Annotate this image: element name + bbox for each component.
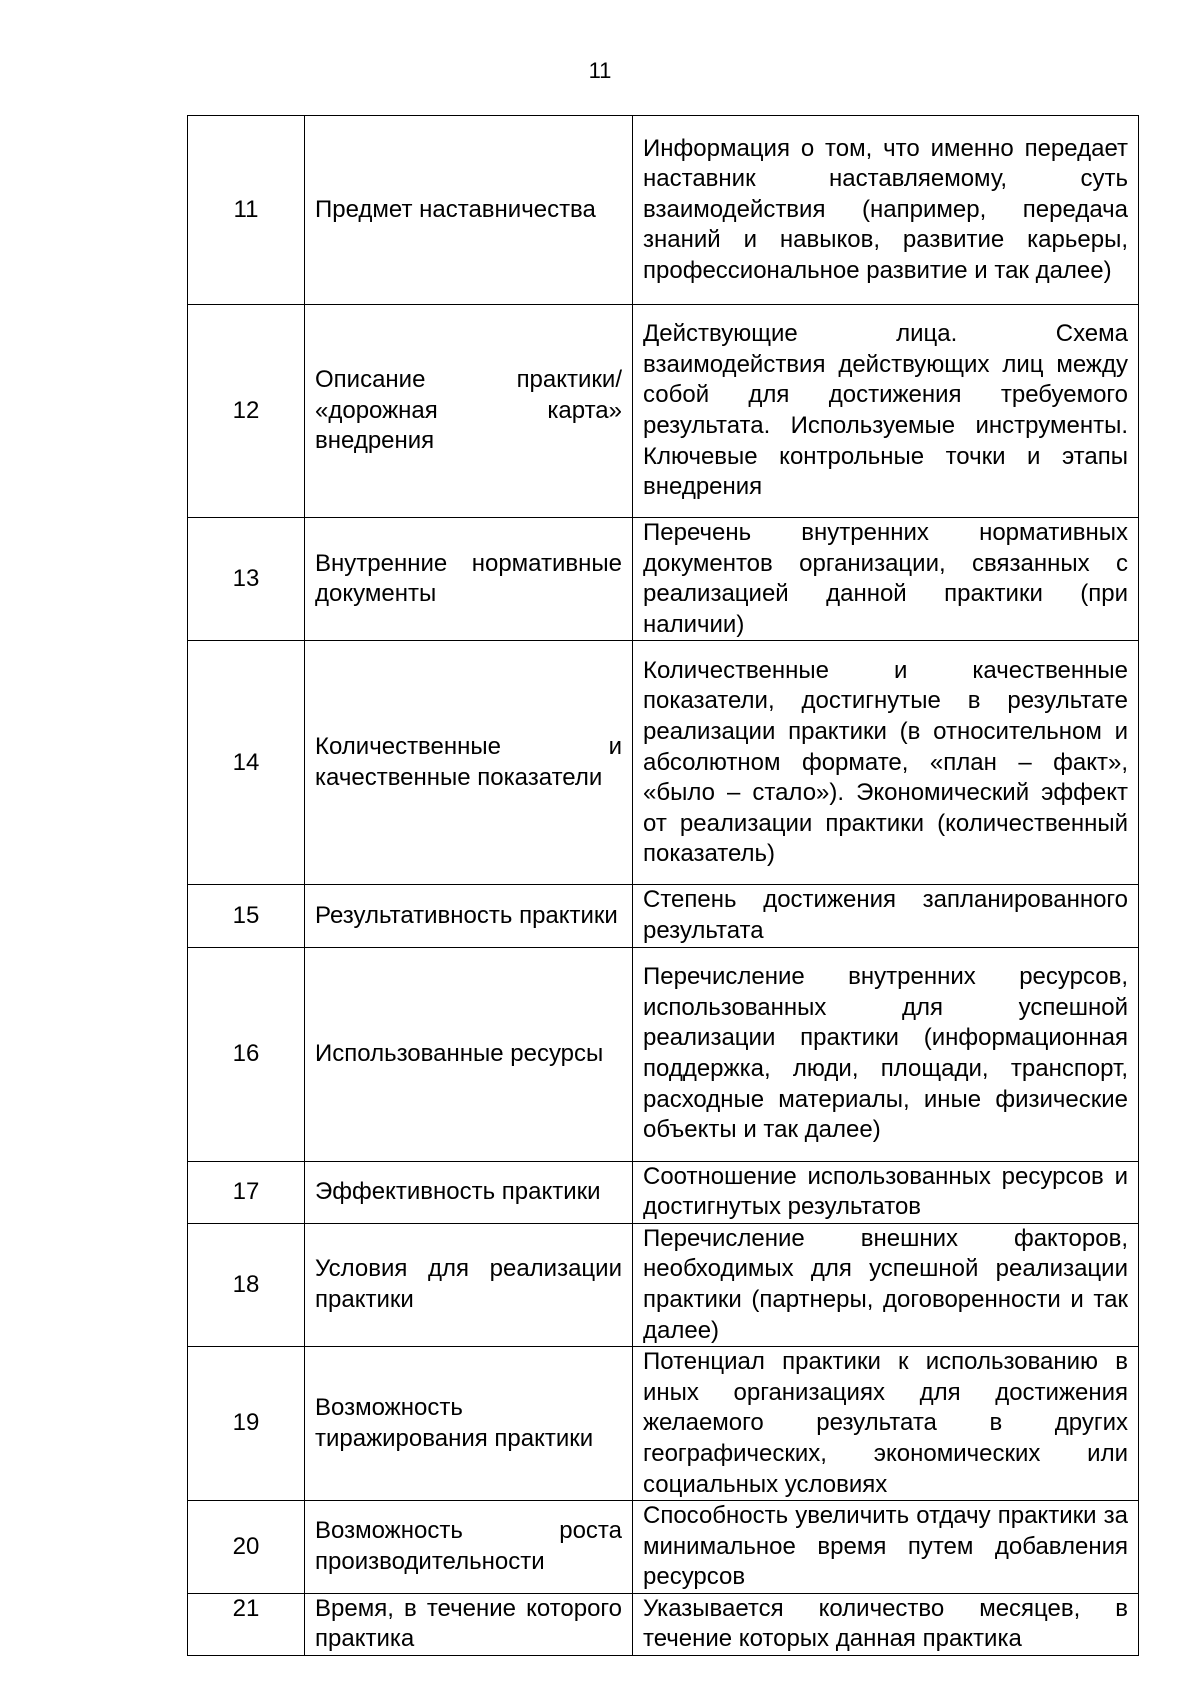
criterion-name: Эффективность практики [305, 1161, 633, 1223]
criterion-description: Информация о том, что именно передает наставник наставляемому, суть взаимодействия (например, передача знаний и навыков, развитие карьеры, профессиональное развитие и так далее) [633, 116, 1139, 305]
row-number: 15 [188, 885, 305, 947]
row-number: 13 [188, 518, 305, 641]
row-number: 16 [188, 947, 305, 1161]
criterion-description: Количественные и качественные показатели, достигнутые в результате реализации практики (в относительном и абсолютном формате, «план – факт», «было – стало»). Экономический эффект от реализации практики (количественный показатель) [633, 641, 1139, 885]
row-number: 17 [188, 1161, 305, 1223]
criterion-name: Использованные ресурсы [305, 947, 633, 1161]
criterion-description: Способность увеличить отдачу практики за минимальное время путем добавления ресурсов [633, 1501, 1139, 1594]
criterion-name: Возможность тиражирования практики [305, 1347, 633, 1501]
criterion-name: Результативность практики [305, 885, 633, 947]
criterion-name: Возможность роста производительности [305, 1501, 633, 1594]
row-number: 21 [188, 1593, 305, 1655]
table-row [188, 518, 1139, 641]
row-number: 19 [188, 1347, 305, 1501]
criterion-name: Количественные и качественные показатели [305, 641, 633, 885]
row-number: 12 [188, 305, 305, 518]
table-row [188, 885, 1139, 947]
table-row [188, 1501, 1139, 1594]
criterion-name: Внутренние нормативные документы [305, 518, 633, 641]
row-number: 11 [188, 116, 305, 305]
row-number: 14 [188, 641, 305, 885]
criterion-description: Потенциал практики к использованию в иных организациях для достижения желаемого результата в других географических, экономических или социальных условиях [633, 1347, 1139, 1501]
criterion-description: Действующие лица. Схема взаимодействия действующих лиц между собой для достижения требуемого результата. Используемые инструменты. Ключевые контрольные точки и этапы внедрения [633, 305, 1139, 518]
table-row [188, 1161, 1139, 1223]
criterion-description: Перечень внутренних нормативных документов организации, связанных с реализацией данной практики (при наличии) [633, 518, 1139, 641]
page-number: 11 [588, 58, 612, 83]
table-row [188, 1347, 1139, 1501]
table-row [188, 641, 1139, 885]
table-row [188, 116, 1139, 305]
criterion-name: Предмет наставничества [305, 116, 633, 305]
criterion-description: Степень достижения запланированного результата [633, 885, 1139, 947]
criterion-name: Описание практики/ «дорожная карта» внедрения [305, 305, 633, 518]
row-number: 20 [188, 1501, 305, 1594]
table-row [188, 1593, 1139, 1655]
table-row [188, 1223, 1139, 1346]
criterion-name: Время, в течение которого практика [305, 1593, 633, 1655]
row-number: 18 [188, 1223, 305, 1346]
table-row [188, 947, 1139, 1161]
criteria-table [187, 115, 1139, 1656]
table-row [188, 305, 1139, 518]
criterion-name: Условия для реализации практики [305, 1223, 633, 1346]
criterion-description: Соотношение использованных ресурсов и достигнутых результатов [633, 1161, 1139, 1223]
criterion-description: Перечисление внешних факторов, необходимых для успешной реализации практики (партнеры, договоренности и так далее) [633, 1223, 1139, 1346]
criterion-description: Перечисление внутренних ресурсов, использованных для успешной реализации практики (информационная поддержка, люди, площади, транспорт, расходные материалы, иные физические объекты и так далее) [633, 947, 1139, 1161]
criterion-description: Указывается количество месяцев, в течение которых данная практика [633, 1593, 1139, 1655]
